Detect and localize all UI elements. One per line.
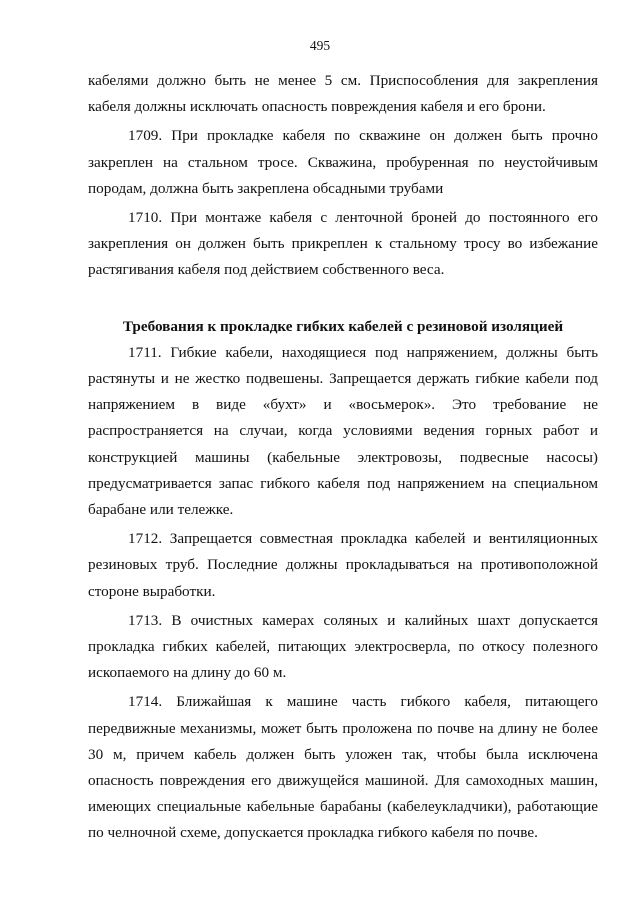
paragraph-1712: 1712. Запрещается совместная прокладка кабелей и вентиляционных резиновых труб. Последние должны прокладываться на противоположной стороне выработки. xyxy=(88,530,598,600)
page-number: 495 xyxy=(309,38,331,53)
paragraph-1710: 1710. При монтаже кабеля с ленточной броней до постоянного его закрепления он должен быть прикреплен к стальному тросу во избежание растягивания кабеля под действием собственного веса. xyxy=(88,209,598,279)
section-heading: Требования к прокладке гибких кабелей с резиновой изоляцией xyxy=(122,317,564,335)
paragraph-1709: 1709. При прокладке кабеля по скважине он должен быть прочно закреплен на стальном тросе. Скважина, пробуренная по неустойчивым породам, должна быть закреплена обсадными трубами xyxy=(88,127,598,197)
paragraph-continuation: кабелями должно быть не менее 5 см. Приспособления для закрепления кабеля должны исключать опасность повреждения кабеля и его брони. xyxy=(88,72,598,116)
paragraph-1714: 1714. Ближайшая к машине часть гибкого кабеля, питающего передвижные механизмы, может быть проложена по почве на длину не более 30 м, причем кабель должен быть уложен так, чтобы была исключена опасность повреждения его движущейся машиной. Для самоходных машин, имеющих специальные кабельные барабаны (кабелеукладчики), работающие по челночной схеме, допускается прокладка гибкого кабеля по почве. xyxy=(88,693,598,842)
paragraph-1713: 1713. В очистных камерах соляных и калийных шахт допускается прокладка гибких кабелей, питающих электросверла, по откосу полезного ископаемого на длину до 60 м. xyxy=(88,611,598,682)
paragraph-1711: 1711. Гибкие кабели, находящиеся под напряжением, должны быть растянуты и не жестко подвешены. Запрещается держать гибкие кабели под напряжением в виде «бухт» и «восьмерок». Это требование не распространяется на случаи, когда условиями ведения горных работ и конструкцией машины (кабельные электровозы, подвесные насосы) предусматривается запас гибкого кабеля под напряжением на специальном барабане или тележке. xyxy=(88,343,598,519)
document-body xyxy=(88,68,598,847)
